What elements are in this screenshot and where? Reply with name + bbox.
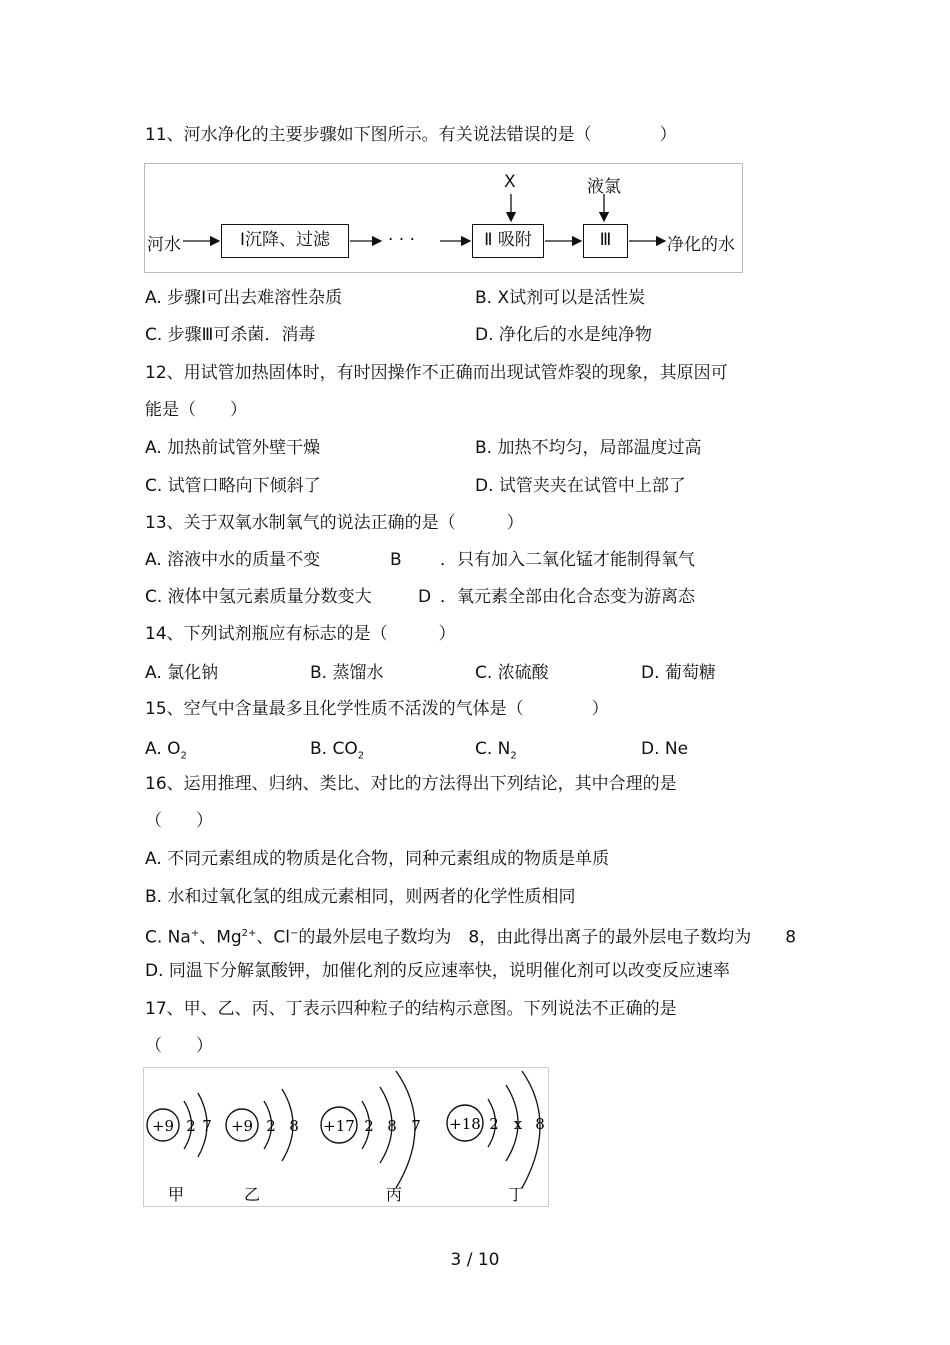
q15-option-d: D. Ne (641, 739, 689, 759)
particle-bing-shell-3: 7 (411, 1117, 421, 1135)
q12-option-d: D. 试管夹夹在试管中上部了 (475, 476, 686, 496)
q13-option-b-letter: B (390, 550, 402, 570)
particle-yi-label: 乙 (243, 1185, 261, 1204)
q14-option-b: B. 蒸馏水 (310, 663, 384, 683)
particle-jia-shell-2: 7 (202, 1117, 212, 1135)
q11-flow-diagram (144, 163, 743, 273)
particle-bing (321, 1071, 421, 1204)
q11-option-d: D. 净化后的水是纯净物 (475, 325, 652, 345)
input-river-water: 河水 (147, 235, 181, 255)
q13-option-d-letter: D (418, 587, 432, 607)
q13-option-c: C. 液体中氢元素质量分数变大 (145, 587, 372, 607)
particle-bing-nucleus: +17 (323, 1117, 355, 1135)
q13-option-b: ．只有加入二氧化锰才能制得氧气 (440, 550, 695, 570)
q15-option-a: A. $O_2$ (145, 739, 187, 762)
particle-bing-label: 丙 (385, 1185, 403, 1204)
particle-ding-shell-2: x (513, 1115, 523, 1133)
q12-stem-line2: 能是（ ） (145, 400, 247, 420)
particle-yi-nucleus: +9 (230, 1117, 254, 1135)
particle-jia-nucleus: +9 (151, 1117, 175, 1135)
q13-stem: 13、关于双氧水制氧气的说法正确的是（ ） (145, 513, 524, 533)
q14-option-c: C. 浓硫酸 (475, 663, 549, 683)
particle-bing-shell-1: 2 (364, 1117, 374, 1135)
q11-option-a: A. 步骤Ⅰ可出去难溶性杂质 (145, 288, 343, 308)
particle-jia-label: 甲 (167, 1185, 185, 1204)
q15-option-c: C. $N_2$ (475, 739, 517, 762)
q16-option-b: B. 水和过氧化氢的组成元素相同，则两者的化学性质相同 (145, 887, 576, 907)
q14-option-d: D. 葡萄糖 (641, 663, 716, 683)
q16-stem-line1: 16、运用推理、归纳、类比、对比的方法得出下列结论，其中合理的是 (145, 774, 677, 794)
particle-ding-shell-3: 8 (535, 1115, 545, 1133)
q16-option-a: A. 不同元素组成的物质是化合物，同种元素组成的物质是单质 (145, 849, 610, 869)
q12-stem-line1: 12、用试管加热固体时，有时因操作不正确而出现试管炸裂的现象，其原因可 (145, 363, 728, 383)
q15-option-b: B. $CO_2$ (310, 739, 365, 762)
particle-yi-shell-2: 8 (289, 1117, 299, 1135)
q16-option-d: D. 同温下分解氯酸钾，加催化剂的反应速率快，说明催化剂可以改变反应速率 (145, 961, 730, 981)
particle-ding-label: 丁 (507, 1185, 525, 1204)
reagent-chlorine-label: 液氯 (587, 177, 621, 197)
step2-box: Ⅱ 吸附 (472, 224, 544, 258)
q12-option-b: B. 加热不均匀，局部温度过高 (475, 438, 702, 458)
particle-jia (147, 1093, 212, 1204)
step1-box: Ⅰ沉降、过滤 (221, 224, 349, 258)
q12-option-a: A. 加热前试管外壁干燥 (145, 438, 321, 458)
q13-option-a: A. 溶液中水的质量不变 (145, 550, 321, 570)
q14-option-a: A. 氯化钠 (145, 663, 219, 683)
q17-stem-line1: 17、甲、乙、丙、丁表示四种粒子的结构示意图。下列说法不正确的是 (145, 999, 677, 1019)
q12-option-c: C. 试管口略向下倾斜了 (145, 476, 321, 496)
q17-stem-line2: （ ） (145, 1036, 213, 1056)
ellipsis-dots: · · · (388, 230, 416, 250)
q11-stem: 11、河水净化的主要步骤如下图所示。有关说法错误的是（ ） (145, 125, 677, 145)
output-clean-water: 净化的水 (667, 235, 735, 255)
q13-option-d: ．氧元素全部由化合态变为游离态 (440, 587, 695, 607)
particle-ding-nucleus: +18 (449, 1115, 481, 1133)
reagent-x-label: X (504, 172, 516, 192)
q11-option-c: C. 步骤Ⅲ可杀菌．消毒 (145, 325, 316, 345)
q16-option-c: C. Na+、$Mg^{2+}$、Cl−的最外层电子数均为 8，由此得出离子的最外层电子数均为 8 (145, 927, 797, 948)
q17-atom-structure-figure (143, 1067, 549, 1207)
q16-stem-line2: （ ） (145, 811, 213, 831)
particle-yi (226, 1089, 299, 1204)
particle-bing-shell-2: 8 (387, 1117, 397, 1135)
particle-yi-shell-1: 2 (266, 1117, 276, 1135)
q11-option-b: B. X试剂可以是活性炭 (475, 288, 646, 308)
q15-stem: 15、空气中含量最多且化学性质不活泼的气体是（ ） (145, 699, 609, 719)
q14-stem: 14、下列试剂瓶应有标志的是（ ） (145, 624, 456, 644)
particle-ding-shell-1: 2 (489, 1115, 499, 1133)
page-number: 3 / 10 (450, 1250, 500, 1270)
particle-jia-shell-1: 2 (186, 1117, 196, 1135)
atom-diagrams (144, 1068, 548, 1206)
step3-box: Ⅲ (583, 224, 628, 258)
particle-ding (447, 1071, 545, 1204)
